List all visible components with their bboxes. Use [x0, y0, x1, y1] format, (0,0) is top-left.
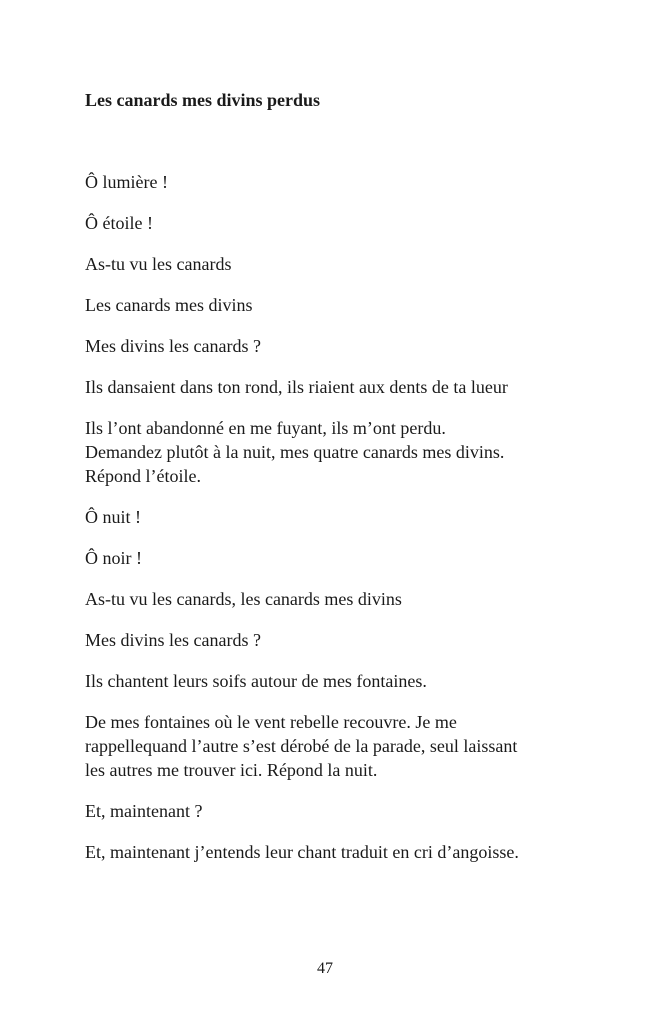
- poem-stanza: Ô étoile !: [85, 213, 153, 233]
- poem-stanza: As-tu vu les canards, les canards mes divins: [85, 589, 402, 609]
- poem-stanza: Ô lumière !: [85, 172, 168, 192]
- poem-stanza: Et, maintenant ?: [85, 801, 203, 821]
- poem-stanza: Ô nuit !: [85, 507, 141, 527]
- poem-stanza: Mes divins les canards ?: [85, 336, 261, 356]
- poem-body: [85, 170, 575, 881]
- poem-stanza: De mes fontaines où le vent rebelle recouvre. Je me rappellequand l’autre s’est dérobé de la parade, seul laissant les autres me trouver ici. Répond la nuit.: [85, 712, 518, 780]
- poem-stanza: Ô noir !: [85, 548, 142, 568]
- poem-stanza: Ils l’ont abandonné en me fuyant, ils m’ont perdu. Demandez plutôt à la nuit, mes quatre canards mes divins. Répond l’étoile.: [85, 418, 505, 486]
- poem-stanza: Ils chantent leurs soifs autour de mes fontaines.: [85, 671, 427, 691]
- poem-stanza: Et, maintenant j’entends leur chant traduit en cri d’angoisse.: [85, 842, 519, 862]
- poem-stanza: Ils dansaient dans ton rond, ils riaient aux dents de ta lueur: [85, 377, 508, 397]
- poem-stanza: Les canards mes divins: [85, 295, 253, 315]
- page-number: 47: [317, 960, 333, 977]
- poem-title: Les canards mes divins perdus: [85, 90, 321, 110]
- poem-stanza: As-tu vu les canards: [85, 254, 232, 274]
- poem-stanza: Mes divins les canards ?: [85, 630, 261, 650]
